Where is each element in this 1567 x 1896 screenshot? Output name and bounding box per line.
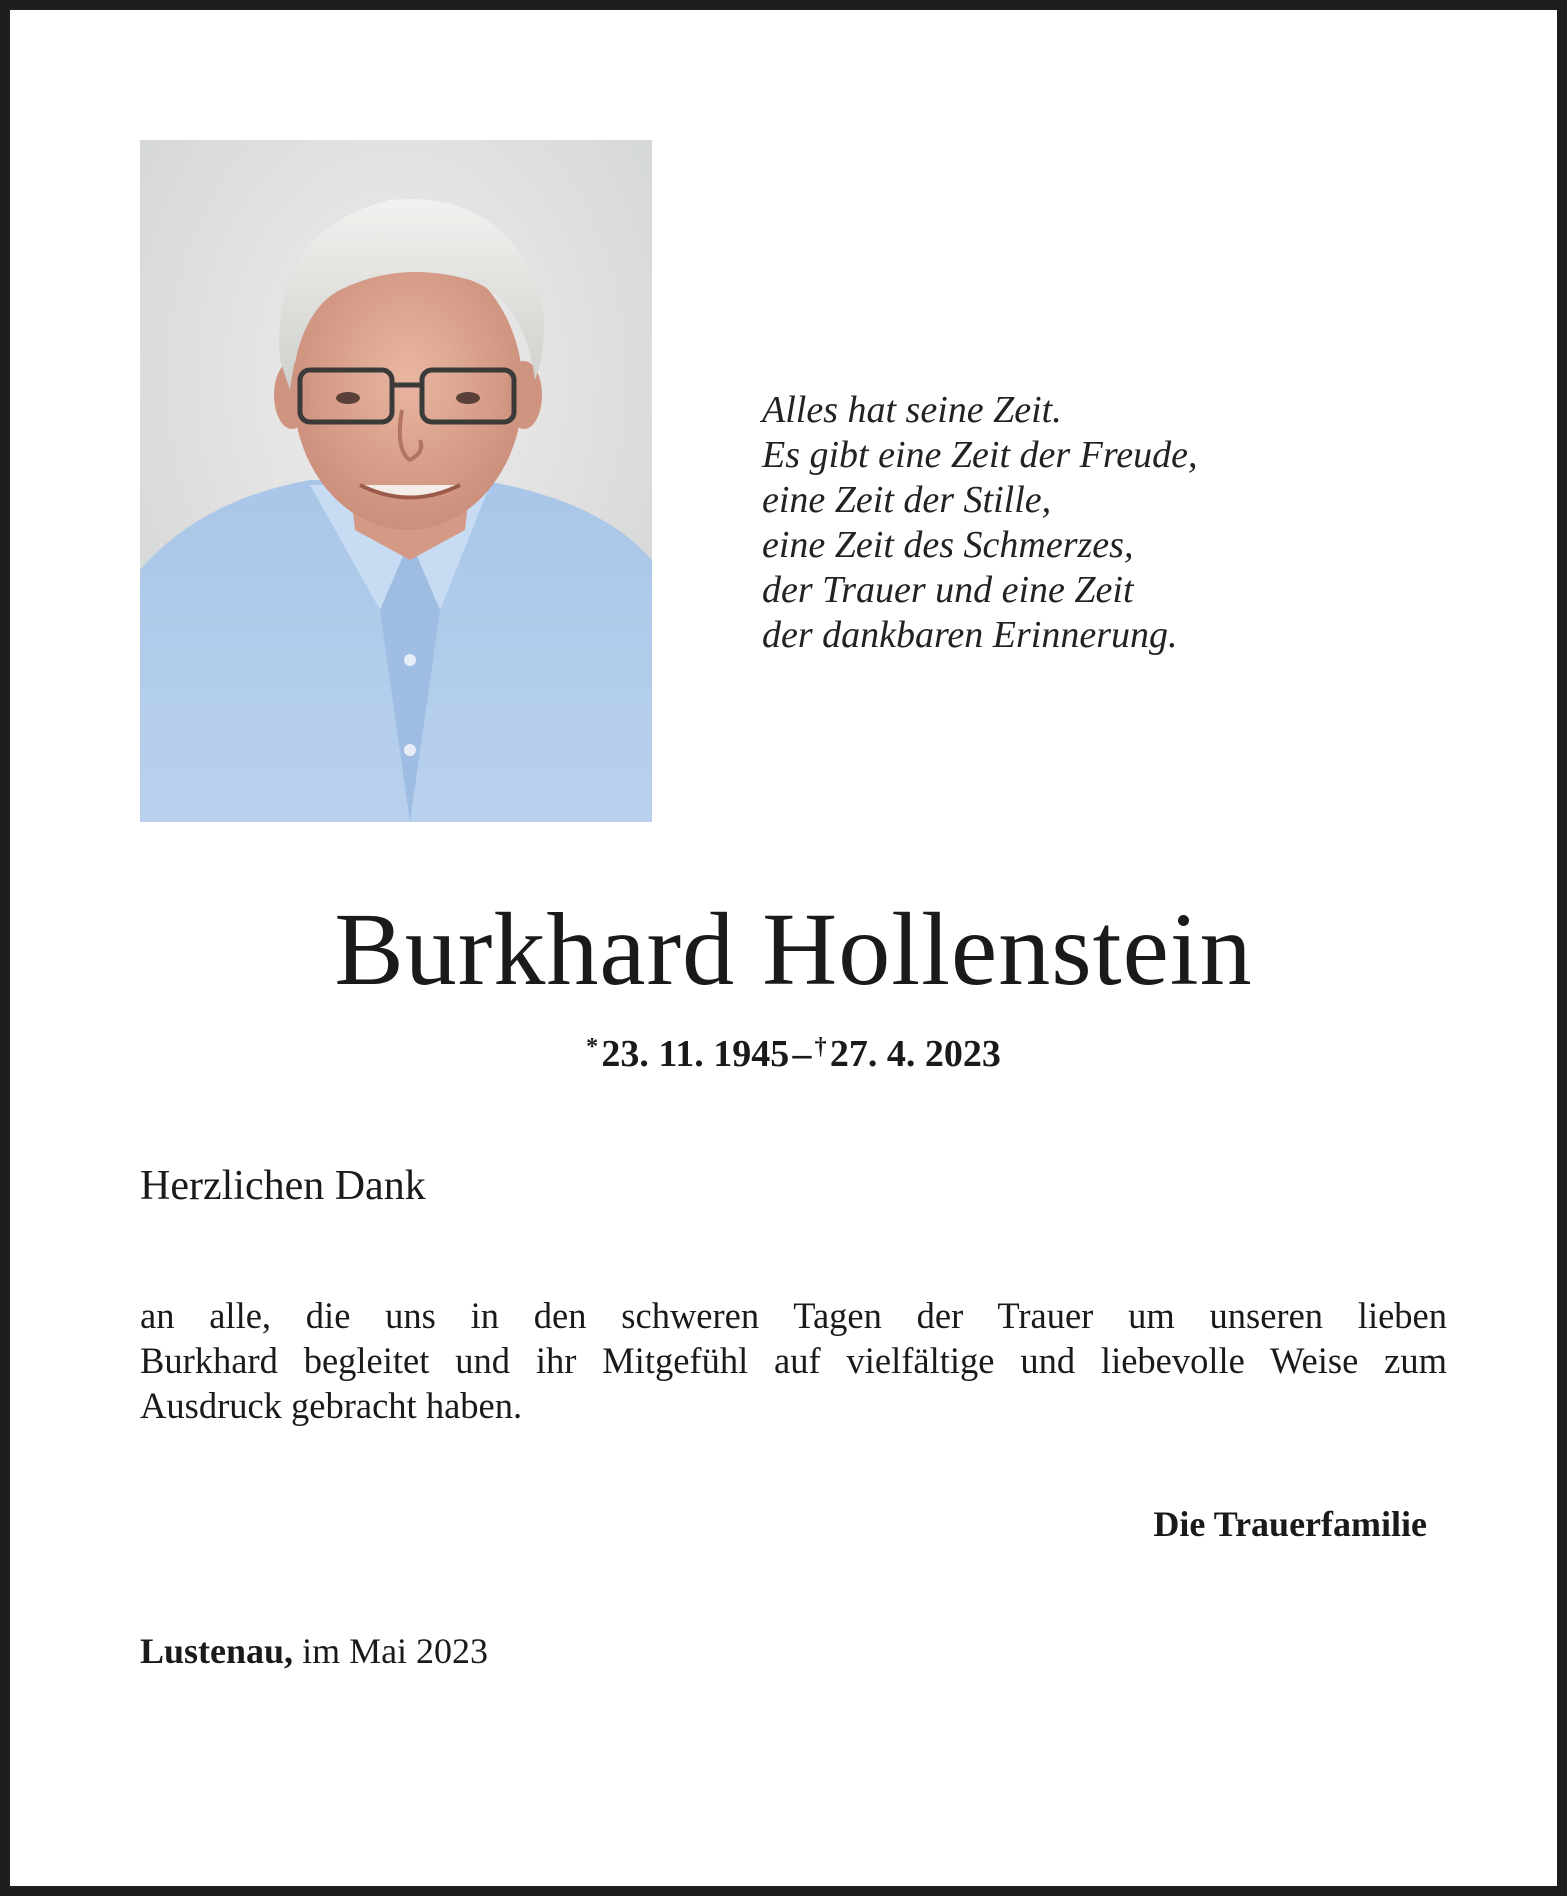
memorial-poem [762,388,1282,658]
date-separator: – [792,1033,812,1075]
place-date: im Mai 2023 [302,1631,489,1671]
thanks-message [140,1293,1447,1428]
place-town: Lustenau, [140,1631,294,1671]
poem-line: der dankbaren Erinnerung. [762,614,1178,656]
portrait-photo [140,140,652,822]
place-and-date [140,1627,488,1675]
poem-line: Es gibt eine Zeit der Freude, [762,434,1198,476]
message-line: Burkhard begleitet und ihr Mitgefühl auf vielfältige und liebevolle Weise zum [140,1340,1447,1381]
poem-line: Alles hat seine Zeit. [762,389,1062,431]
poem-line: der Trauer und eine Zeit [762,569,1134,611]
message-line: Ausdruck gebracht haben. [140,1385,523,1426]
life-dates [10,1022,1567,1079]
thanks-heading: Herzlichen Dank [140,1163,426,1209]
message-line: an alle, die uns in den schweren Tagen der Trauer um unseren lieben [140,1295,1447,1336]
death-symbol: † [814,1034,827,1060]
poem-line: eine Zeit des Schmerzes, [762,524,1134,566]
poem-line: eine Zeit der Stille, [762,479,1052,521]
deceased-name: Burkhard Hollenstein [334,892,1253,1007]
signature: Die Trauerfamilie [1153,1504,1427,1544]
birth-date: 23. 11. 1945 [601,1033,790,1075]
death-date: 27. 4. 2023 [829,1033,1001,1075]
birth-symbol: * [586,1034,599,1060]
